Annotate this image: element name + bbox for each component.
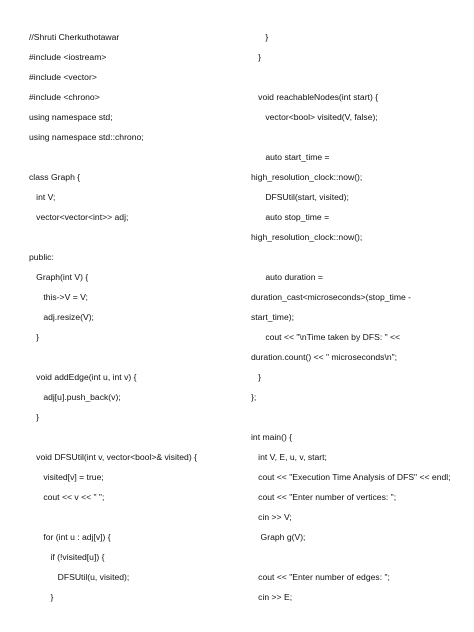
- left-code-line: [29, 147, 239, 167]
- left-code-line: using namespace std;: [29, 112, 113, 122]
- right-code-line: duration.count() << " microseconds\n";: [251, 352, 398, 362]
- left-code-line: #include <vector>: [29, 72, 97, 82]
- right-code-line: high_resolution_clock::now();: [251, 232, 363, 242]
- right-code-line: vector<bool> visited(V, false);: [251, 112, 378, 122]
- right-code-line: auto duration =: [251, 272, 323, 282]
- left-code-line: adj[u].push_back(v);: [29, 392, 121, 402]
- right-code-line: }: [251, 32, 269, 42]
- left-code-line: #include <iostream>: [29, 52, 107, 62]
- right-code-line: void reachableNodes(int start) {: [251, 92, 379, 102]
- right-code-line: cin >> V;: [251, 512, 292, 522]
- right-code-line: int V, E, u, v, start;: [251, 452, 327, 462]
- right-code-line: cin >> E;: [251, 592, 293, 602]
- right-code-line: auto start_time =: [251, 152, 330, 162]
- right-code-line: [251, 67, 466, 87]
- left-code-line: int V;: [29, 192, 56, 202]
- right-code-line: Graph g(V);: [251, 532, 306, 542]
- left-code-line: visited[v] = true;: [29, 472, 104, 482]
- right-code-line: cout << "Enter number of vertices: ";: [251, 492, 397, 502]
- right-code-line: [251, 547, 466, 567]
- left-code-line: void DFSUtil(int v, vector<bool>& visited) {: [29, 452, 197, 462]
- left-code-line: [29, 227, 239, 247]
- left-code-line: #include <chrono>: [29, 92, 100, 102]
- right-code-line: int main() {: [251, 432, 293, 442]
- right-code-line: high_resolution_clock::now();: [251, 172, 363, 182]
- left-code-line: }: [29, 592, 54, 602]
- right-code-line: }: [251, 52, 262, 62]
- right-code-line: [251, 247, 466, 267]
- left-code-line: vector<vector<int>> adj;: [29, 212, 129, 222]
- left-code-line: if (!visited[u]) {: [29, 552, 105, 562]
- right-code-line: };: [251, 392, 257, 402]
- left-code-line: using namespace std::chrono;: [29, 132, 144, 142]
- left-code-line: Graph(int V) {: [29, 272, 89, 282]
- left-code-line: }: [29, 412, 40, 422]
- left-code-line: class Graph {: [29, 172, 81, 182]
- right-code-line: cout << "\nTime taken by DFS: " <<: [251, 332, 401, 342]
- right-code-line: [251, 127, 466, 147]
- right-code-line: }: [251, 372, 262, 382]
- left-code-line: void addEdge(int u, int v) {: [29, 372, 137, 382]
- left-code-line: cout << v << " ";: [29, 492, 105, 502]
- left-code-line: DFSUtil(u, visited);: [29, 572, 130, 582]
- left-code-column: [29, 27, 239, 607]
- right-code-line: start_time);: [251, 312, 294, 322]
- right-code-line: cout << "Enter number of edges: ";: [251, 572, 390, 582]
- left-code-line: //Shruti Cherkuthotawar: [29, 32, 120, 42]
- right-code-line: cout << "Execution Time Analysis of DFS" << endl;: [251, 472, 451, 482]
- left-code-line: for (int u : adj[v]) {: [29, 532, 111, 542]
- right-code-line: duration_cast<microseconds>(stop_time -: [251, 292, 412, 302]
- right-code-line: auto stop_time =: [251, 212, 330, 222]
- left-code-line: this->V = V;: [29, 292, 88, 302]
- right-code-column: [251, 27, 466, 607]
- left-code-line: [29, 427, 239, 447]
- right-code-line: DFSUtil(start, visited);: [251, 192, 349, 202]
- left-code-line: adj.resize(V);: [29, 312, 94, 322]
- left-code-line: [29, 507, 239, 527]
- left-code-line: public:: [29, 252, 54, 262]
- left-code-line: }: [29, 332, 40, 342]
- right-code-line: [251, 407, 466, 427]
- left-code-line: [29, 347, 239, 367]
